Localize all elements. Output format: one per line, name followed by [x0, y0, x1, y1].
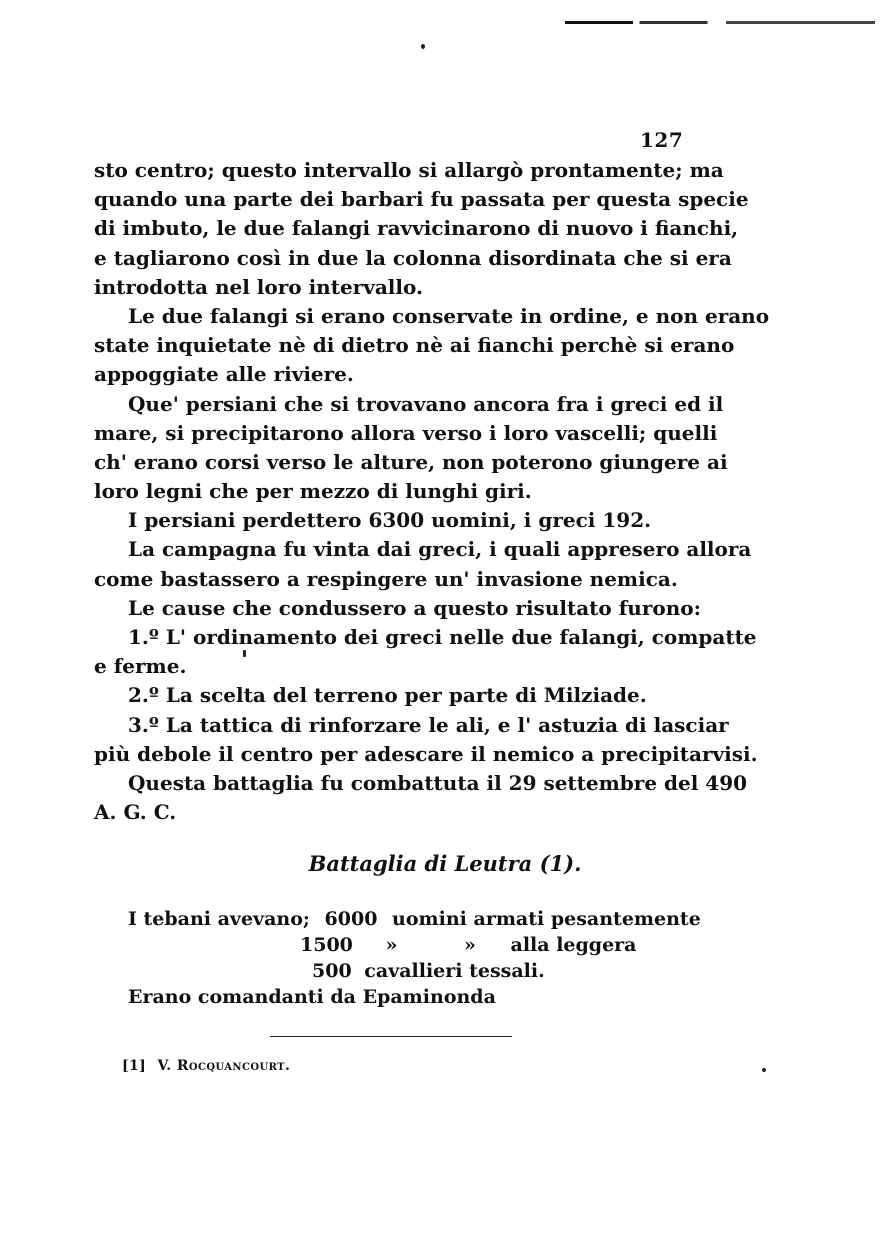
- text-line: loro legni che per mezzo di lunghi giri.: [94, 479, 532, 504]
- text-line: introdotta nel loro intervallo.: [94, 274, 423, 299]
- army-count: 1500: [300, 934, 353, 956]
- footnote-text: V. Rocquancourt.: [157, 1058, 291, 1074]
- text-line: quando una parte dei barbari fu passata per questa specie: [94, 187, 749, 212]
- text-line: state inquietate nè di dietro nè ai fianchi perchè si erano: [94, 333, 735, 358]
- text-line: ch' erano corsi verso le alture, non poterono giungere ai: [94, 449, 728, 474]
- army-count: 6000: [324, 908, 378, 930]
- army-desc: cavallieri tessali.: [364, 960, 545, 982]
- text-line: come bastassero a respingere un' invasione nemica.: [94, 566, 678, 591]
- text-line: Le due falangi si erano conservate in ordine, e non erano: [128, 303, 770, 328]
- text-line: 2.º La scelta del terreno per parte di Milziade.: [128, 683, 647, 708]
- army-intro: I tebani avevano;: [128, 908, 310, 930]
- footnote-divider: [270, 1036, 512, 1037]
- text-line: di imbuto, le due falangi ravvicinarono di nuovo i fianchi,: [94, 216, 739, 241]
- army-row: [128, 932, 648, 958]
- text-line: A. G. C.: [94, 800, 177, 825]
- top-scan-rule: [565, 21, 875, 24]
- text-line: appoggiate alle riviere.: [94, 362, 354, 387]
- text-line: La campagna fu vinta dai greci, i quali appresero allora: [128, 537, 752, 562]
- page-number: 127: [640, 128, 684, 152]
- army-commander: Erano comandanti da Epaminonda: [128, 986, 496, 1008]
- ditto-mark: »: [385, 934, 398, 956]
- text-line: e ferme.: [94, 654, 187, 679]
- text-line: Questa battaglia fu combattuta il 29 settembre del 490: [128, 770, 748, 795]
- footnote: [122, 1058, 290, 1074]
- scan-speck: [421, 44, 425, 49]
- army-row: [128, 906, 701, 932]
- text-line: sto centro; questo intervallo si allargò prontamente; ma: [94, 158, 724, 182]
- scan-speck: [762, 1068, 766, 1072]
- text-line: più debole il centro per adescare il nemico a precipitarvisi.: [94, 741, 758, 766]
- text-line: Le cause che condussero a questo risultato furono:: [128, 595, 701, 620]
- section-title: Battaglia di Leutra (1).: [308, 851, 582, 876]
- footnote-marker: [1]: [122, 1058, 147, 1074]
- ditto-mark: »: [464, 934, 476, 956]
- army-list: [128, 906, 701, 1010]
- army-desc: alla leggera: [510, 934, 637, 956]
- main-text: [94, 156, 770, 827]
- text-line: e tagliarono così in due la colonna disordinata che si era: [94, 245, 732, 270]
- text-line: Que' persiani che si trovavano ancora fra i greci ed il: [128, 391, 724, 416]
- army-desc: uomini armati pesantemente: [392, 908, 701, 930]
- text-line: mare, si precipitarono allora verso i loro vascelli; quelli: [94, 420, 718, 445]
- text-line: I persiani perdettero 6300 uomini, i greci 192.: [128, 508, 652, 533]
- army-row: [128, 958, 648, 984]
- army-count: 500: [312, 960, 352, 982]
- text-line: 3.º La tattica di rinforzare le ali, e l' astuzia di lasciar: [128, 712, 729, 737]
- text-line: 1.º L' ordinamento dei greci nelle due falangi, compatte: [128, 625, 757, 649]
